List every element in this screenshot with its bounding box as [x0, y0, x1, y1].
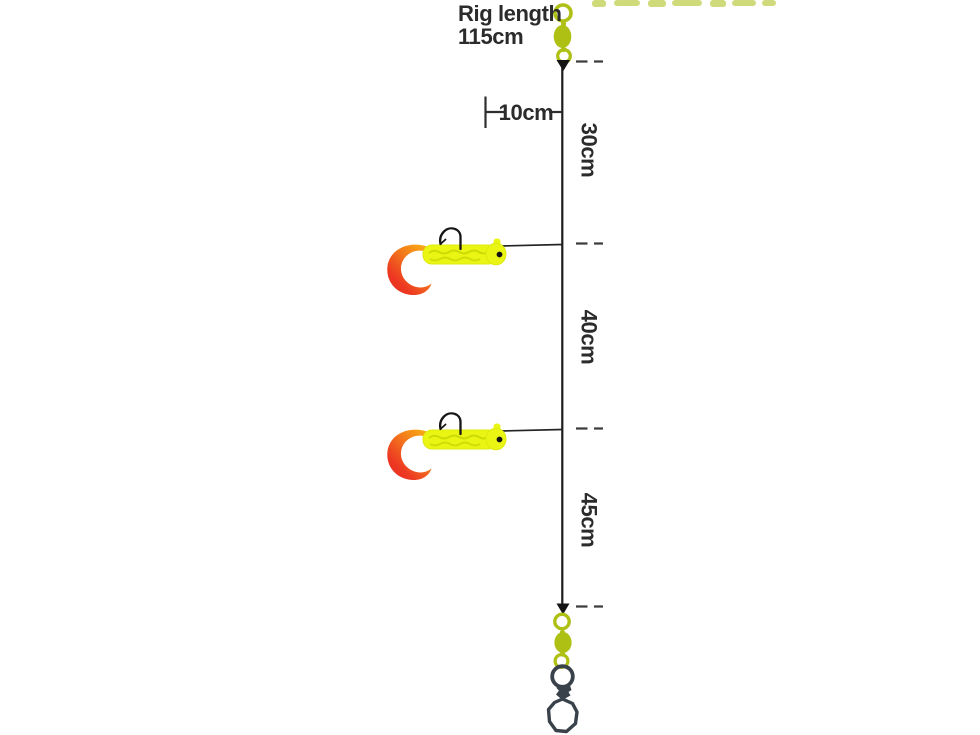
snap-crimp: [556, 686, 572, 699]
bottom-snap-icon: [549, 666, 578, 731]
lure-1: [387, 228, 562, 295]
top-knot: [557, 60, 571, 71]
snap-ring: [552, 666, 573, 687]
cropped-watermark-artifact: [592, 0, 776, 7]
segment-label-30cm: 30cm: [576, 122, 602, 178]
lure-2: [387, 413, 562, 480]
segment-label-40cm: 40cm: [576, 309, 602, 365]
rig-length-value: 115cm: [458, 24, 524, 49]
snap-clip-body: [549, 699, 578, 732]
dropper-spacing-label: 10cm: [498, 100, 554, 125]
segment-label-45cm: 45cm: [576, 492, 602, 548]
bottom-swivel-icon: [554, 614, 571, 667]
rig-length-label: Rig length: [458, 1, 562, 26]
